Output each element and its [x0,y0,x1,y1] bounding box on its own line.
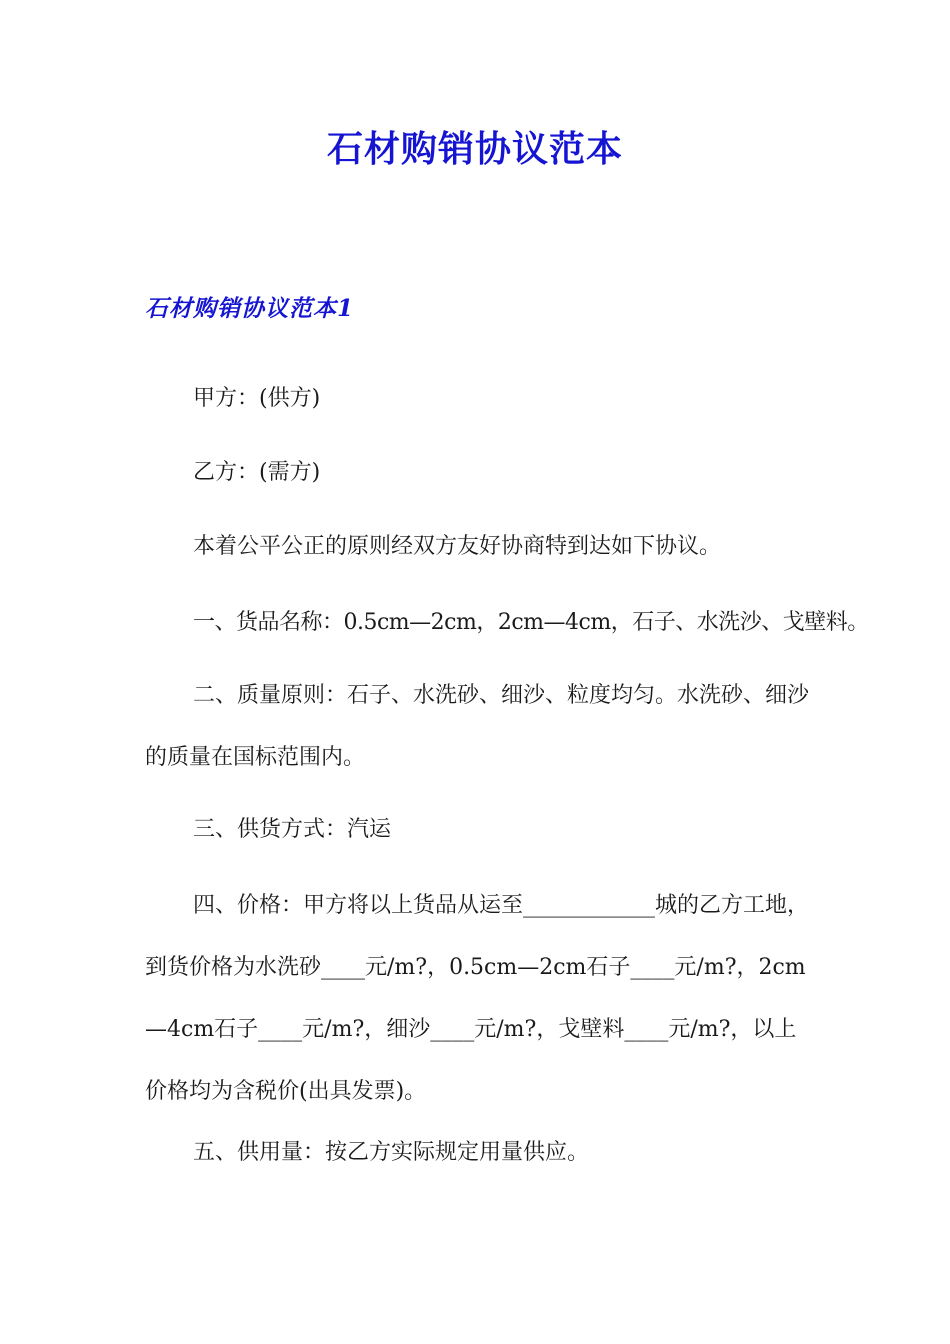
section-heading: 石材购销协议范本1 [145,295,355,322]
clause-supply-quantity: 五、供用量：按乙方实际规定用量供应。 [193,1140,590,1165]
clause-goods-name: 一、货品名称：0.5cm—2cm，2cm—4cm，石子、水洗沙、戈壁料。 [193,610,869,635]
clause-delivery-method: 三、供货方式：汽运 [193,817,392,842]
clause-quality: 二、质量原则：石子、水洗砂、细沙、粒度均匀。水洗砂、细沙的质量在国标范围内。 [145,683,810,770]
document-title: 石材购销协议范本 [326,128,623,170]
clause-price: 四、价格：甲方将以上货品从运至____________城的乙方工地，到货价格为水洗砂____元/m?，0.5cm—2cm石子____元/m?，2cm—4cm石子____元/m?，细沙____元/m?，戈壁料____元/m?，以上价格均为含税价(出具发票)。 [145,893,810,1104]
preamble-paragraph: 本着公平公正的原则经双方友好协商特到达如下协议。 [193,534,722,559]
party-b-line: 乙方：(需方) [193,460,321,485]
party-a-line: 甲方：(供方) [193,386,321,411]
